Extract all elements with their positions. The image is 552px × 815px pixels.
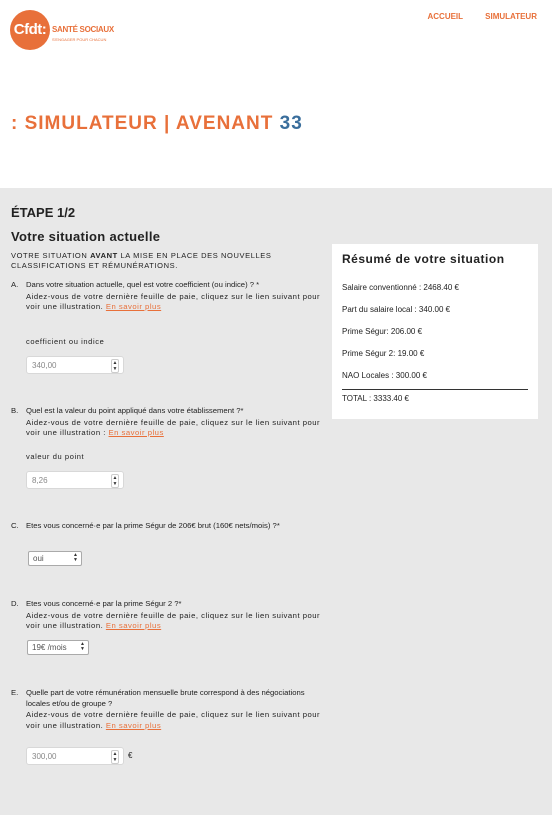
summary-title: Résumé de votre situation <box>342 252 505 266</box>
question-letter: A. <box>11 280 19 289</box>
summary-salaire: Salaire conventionné : 2468.40 € <box>342 283 459 292</box>
question-help <box>26 292 321 313</box>
more-info-link[interactable]: En savoir plus <box>105 302 162 311</box>
question-d <box>11 599 321 632</box>
question-letter: D. <box>11 599 19 608</box>
stepper-icon[interactable]: ▲ ▼ <box>112 475 118 487</box>
summary-total: TOTAL : 3333.40 € <box>342 394 410 403</box>
question-e <box>11 688 321 731</box>
intro-bold: AVANT <box>90 251 118 260</box>
question-text: Etes vous concerné·e par la prime Ségur de 206€ brut (160€ nets/mois) ?* <box>26 521 280 530</box>
question-help <box>26 710 321 731</box>
section-title: Votre situation actuelle <box>11 229 161 244</box>
section-intro <box>11 251 311 271</box>
segur2-select-value: 19€ /mois <box>32 643 67 652</box>
question-letter: C. <box>11 521 19 530</box>
coefficient-value: 340,00 <box>32 361 57 370</box>
nav-accueil[interactable]: ACCUEIL <box>427 12 463 21</box>
stepper-icon[interactable]: ▲ ▼ <box>112 751 118 763</box>
main-nav <box>407 12 537 21</box>
question-text: Dans votre situation actuelle, quel est votre coefficient (ou indice) ? * <box>26 280 260 289</box>
summary-part-locale: Part du salaire local : 340.00 € <box>342 305 451 314</box>
hero-prefix: : <box>11 113 19 134</box>
more-info-link[interactable]: En savoir plus <box>105 720 162 730</box>
hero-title <box>11 113 303 135</box>
logo-mark: Cfdt: <box>10 10 50 50</box>
select-arrow-icon: ▲ ▼ <box>80 641 85 652</box>
summary-panel <box>332 244 538 419</box>
question-letter: E. <box>11 688 19 697</box>
intro-before: VOTRE SITUATION <box>11 251 88 260</box>
help-text: Aidez-vous de votre dernière feuille de paie, cliquez sur le lien suivant pour voir une illustration : <box>26 417 321 437</box>
more-info-link[interactable]: En savoir plus <box>108 428 164 437</box>
euro-unit: € <box>128 751 133 760</box>
logo-subtitle: SANTÉ SOCIAUX <box>52 25 114 34</box>
help-text: Aidez-vous de votre dernière feuille de paie, cliquez sur le lien suivant pour voir une illustration. <box>26 710 321 730</box>
question-c <box>11 521 321 532</box>
summary-prime-segur: Prime Ségur: 206.00 € <box>342 327 423 336</box>
step-indicator: ÉTAPE 1/2 <box>11 205 76 220</box>
stepper-icon[interactable]: ▲ ▼ <box>112 360 118 372</box>
hero-title-number: 33 <box>279 113 303 134</box>
segur-select-value: oui <box>33 554 44 563</box>
question-text: Quelle part de votre rémunération mensuelle brute correspond à des négociations locales et/ou de groupe ? <box>26 688 305 708</box>
question-a <box>11 280 321 313</box>
select-arrow-icon: ▲ ▼ <box>73 552 78 563</box>
summary-prime-segur2: Prime Ségur 2: 19.00 € <box>342 349 425 358</box>
segur-select[interactable] <box>28 551 82 566</box>
help-text: Aidez-vous de votre dernière feuille de paie, cliquez sur le lien suivant pour voir une illustration. <box>26 610 321 630</box>
help-text: Aidez-vous de votre dernière feuille de paie, cliquez sur le lien suivant pour voir une illustration. <box>26 291 321 311</box>
point-value: 8,26 <box>32 476 48 485</box>
coefficient-input[interactable] <box>26 356 124 374</box>
cfdt-logo[interactable] <box>10 10 130 54</box>
point-value-input[interactable] <box>26 471 124 489</box>
segur2-select[interactable] <box>27 640 89 655</box>
question-text: Etes vous concerné·e par la prime Ségur 2 ?* <box>26 599 182 608</box>
site-header <box>0 0 552 188</box>
more-info-link[interactable]: En savoir plus <box>105 621 162 630</box>
question-help <box>26 418 321 439</box>
intro-after: LA MISE EN PLACE DES NOUVELLES CLASSIFICATIONS ET RÉMUNÉRATIONS. <box>11 251 272 270</box>
hero-title-text: SIMULATEUR | AVENANT <box>24 113 274 134</box>
question-b <box>11 406 321 439</box>
logo-tagline: S'ENGAGER POUR CHACUN <box>52 37 107 42</box>
question-help <box>26 611 321 632</box>
question-letter: B. <box>11 406 19 415</box>
summary-nao: NAO Locales : 300.00 € <box>342 367 528 390</box>
point-value-label: valeur du point <box>26 452 85 461</box>
coefficient-label: coefficient ou indice <box>26 337 105 346</box>
question-text: Quel est la valeur du point appliqué dans votre établissement ?* <box>26 406 244 415</box>
nav-simulateur[interactable]: SIMULATEUR <box>485 12 537 21</box>
nao-value: 300,00 <box>32 752 57 761</box>
nao-input[interactable] <box>26 747 124 765</box>
